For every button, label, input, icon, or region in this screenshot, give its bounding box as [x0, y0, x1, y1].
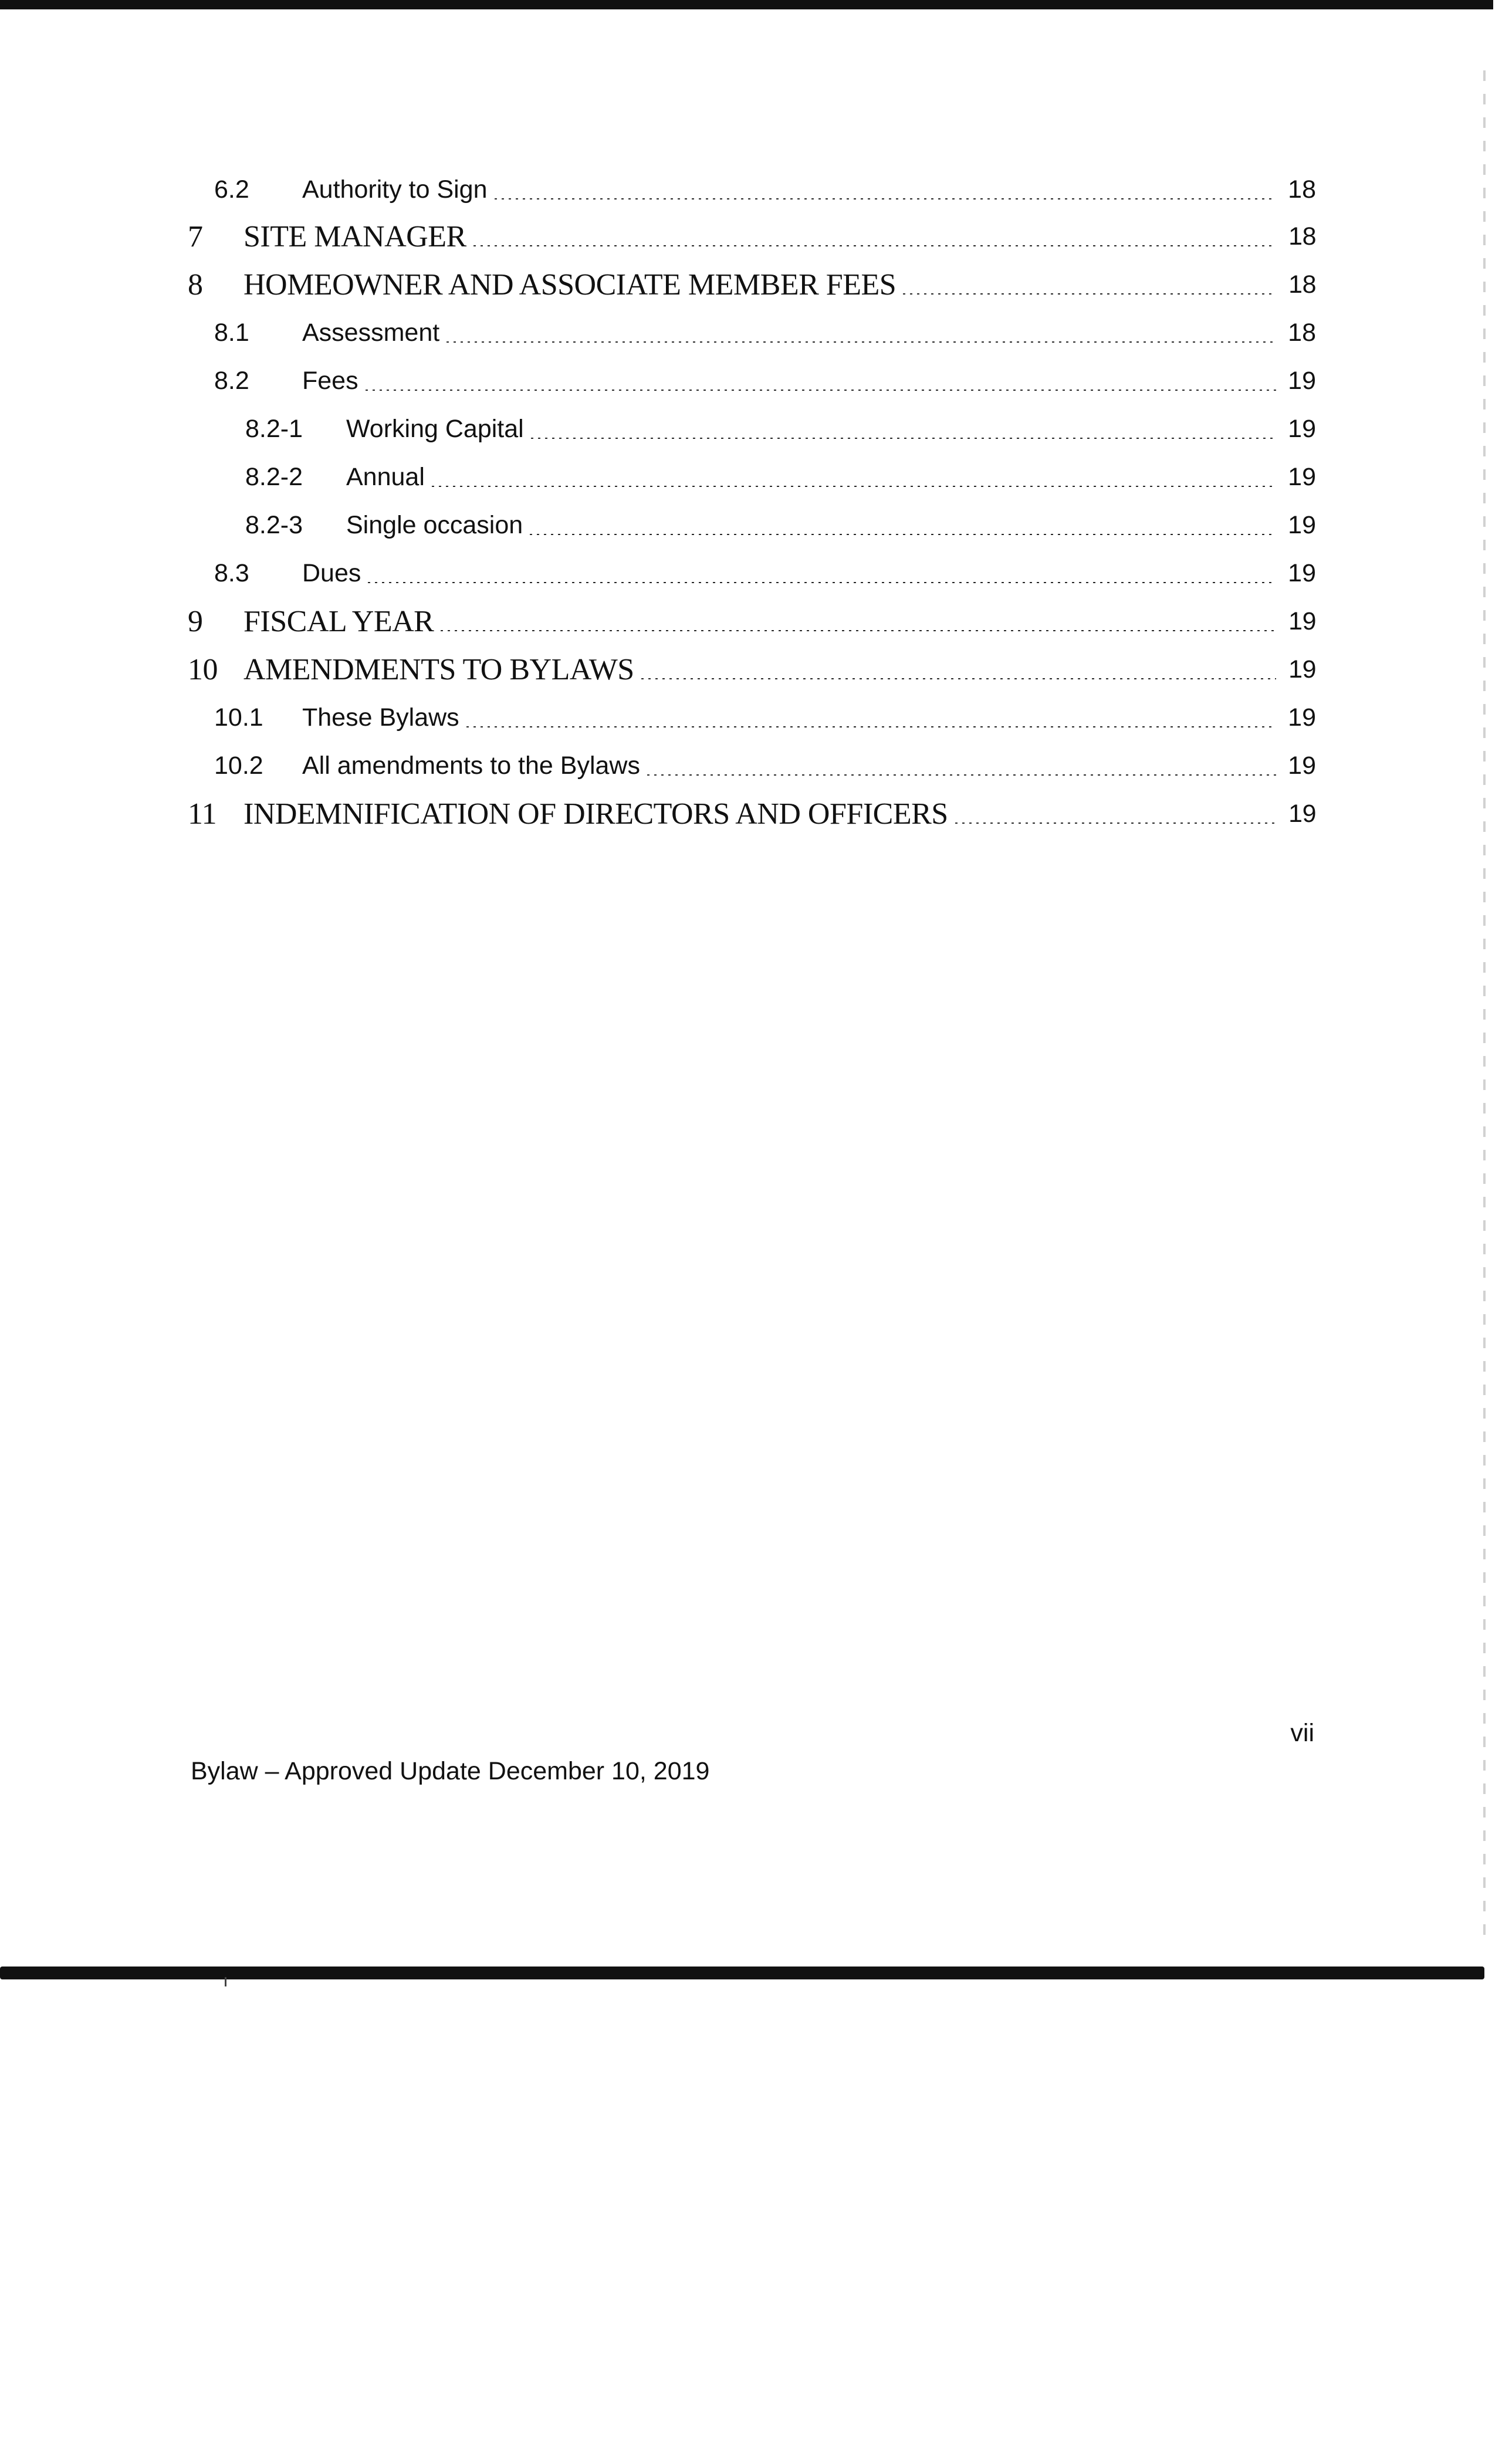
- toc-entry[interactable]: [188, 264, 1316, 305]
- toc-entry-page: 19: [1288, 607, 1316, 635]
- toc-entry-label: Working Capital: [346, 414, 524, 443]
- toc-entry-page: 19: [1288, 462, 1316, 491]
- toc-entry-page: 19: [1288, 414, 1316, 443]
- toc-entry[interactable]: [245, 505, 1316, 546]
- toc-entry-number: 7: [188, 219, 203, 253]
- toc-entry-number: 10: [188, 652, 218, 686]
- toc-entry[interactable]: [245, 408, 1316, 449]
- toc-entry-number: 8.1: [214, 318, 249, 347]
- toc-entry[interactable]: [214, 745, 1316, 786]
- dot-leader: [363, 390, 1276, 391]
- toc-entry-number: 10.2: [214, 751, 263, 780]
- toc-entry[interactable]: [214, 312, 1316, 353]
- dot-leader: [529, 438, 1276, 439]
- toc-entry-label: Authority to Sign: [302, 175, 488, 204]
- toc-entry-label: All amendments to the Bylaws: [302, 751, 640, 780]
- toc-entry-label: Assessment: [302, 318, 440, 347]
- toc-entry-page: 19: [1288, 510, 1316, 539]
- toc-entry[interactable]: [188, 216, 1316, 257]
- toc-entry[interactable]: [214, 360, 1316, 401]
- toc-entry[interactable]: [188, 649, 1316, 690]
- toc-entry-page: 19: [1288, 559, 1316, 587]
- toc-entry-page: 18: [1288, 318, 1316, 347]
- toc-entry[interactable]: [188, 793, 1316, 834]
- dot-leader: [438, 630, 1276, 631]
- dot-leader: [645, 774, 1276, 776]
- toc-entry-number: 8.2-1: [245, 414, 303, 443]
- toc-entry-number: 6.2: [214, 175, 249, 204]
- toc-entry-page: 19: [1288, 799, 1316, 828]
- dot-leader: [953, 823, 1276, 824]
- toc-entry-page: 18: [1288, 270, 1316, 299]
- toc-entry[interactable]: [214, 697, 1316, 738]
- toc-entry-number: 8: [188, 268, 203, 302]
- toc-entry-number: 8.2-2: [245, 462, 303, 491]
- toc-entry-number: 10.1: [214, 703, 263, 732]
- scan-mark: [225, 1977, 226, 1986]
- toc-entry[interactable]: [214, 169, 1316, 210]
- toc-entry-label: AMENDMENTS TO BYLAWS: [243, 652, 634, 686]
- toc-entry-label: Dues: [302, 559, 361, 587]
- toc-entry-number: 8.2-3: [245, 510, 303, 539]
- toc-entry-label: These Bylaws: [302, 703, 459, 732]
- scan-border-top: [0, 0, 1493, 9]
- toc-entry[interactable]: [214, 553, 1316, 594]
- dot-leader: [366, 582, 1276, 583]
- toc-entry-page: 19: [1288, 751, 1316, 780]
- scan-border-bottom: [0, 1967, 1484, 1979]
- toc-entry[interactable]: [188, 601, 1316, 642]
- toc-entry-label: SITE MANAGER: [243, 219, 466, 253]
- toc-entry-page: 19: [1288, 366, 1316, 395]
- toc-entry-number: 8.3: [214, 559, 249, 587]
- toc-entry-page: 18: [1288, 175, 1316, 204]
- toc-entry-number: 8.2: [214, 366, 249, 395]
- toc-entry-number: 9: [188, 604, 203, 638]
- dot-leader: [527, 534, 1276, 535]
- toc-entry[interactable]: [245, 456, 1316, 497]
- page-number: vii: [1290, 1719, 1314, 1747]
- toc-entry-label: HOMEOWNER AND ASSOCIATE MEMBER FEES: [243, 268, 897, 302]
- toc-entry-label: Fees: [302, 366, 358, 395]
- dot-leader: [464, 726, 1276, 727]
- scan-edge-marks: [1483, 70, 1486, 1936]
- dot-leader: [639, 678, 1276, 679]
- toc-entry-page: 19: [1288, 655, 1316, 683]
- toc-entry-label: FISCAL YEAR: [243, 604, 434, 638]
- toc-entry-number: 11: [188, 797, 217, 831]
- dot-leader: [471, 245, 1276, 246]
- toc-entry-label: Annual: [346, 462, 425, 491]
- dot-leader: [901, 293, 1276, 295]
- toc-entry-page: 19: [1288, 703, 1316, 732]
- document-footer-title: Bylaw – Approved Update December 10, 2019: [191, 1757, 710, 1785]
- toc-entry-label: Single occasion: [346, 510, 523, 539]
- dot-leader: [444, 341, 1276, 343]
- toc-entry-label: INDEMNIFICATION OF DIRECTORS AND OFFICERS: [243, 797, 948, 831]
- toc-entry-page: 18: [1288, 222, 1316, 251]
- dot-leader: [429, 486, 1276, 487]
- dot-leader: [492, 198, 1276, 199]
